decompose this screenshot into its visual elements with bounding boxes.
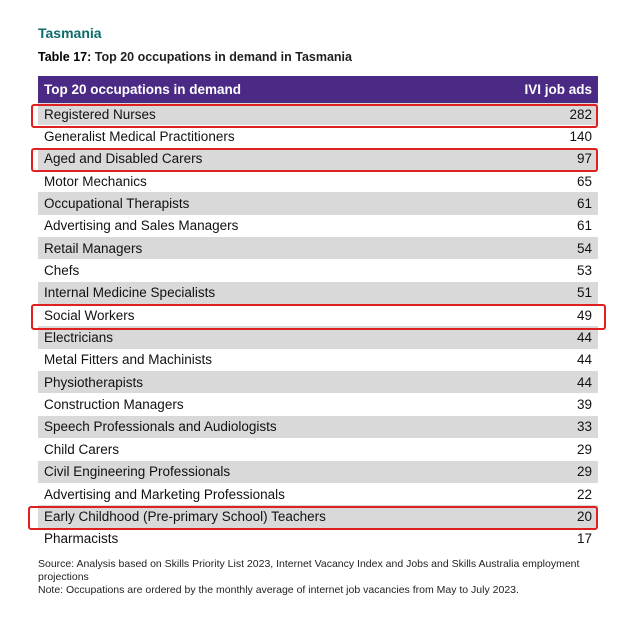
occupation-name: Advertising and Marketing Professionals bbox=[44, 486, 285, 502]
highlight-box bbox=[31, 304, 606, 330]
table-row bbox=[38, 170, 598, 192]
table-row bbox=[38, 192, 598, 214]
job-ads-value: 282 bbox=[569, 106, 592, 122]
job-ads-value: 61 bbox=[576, 196, 592, 212]
table-notes bbox=[38, 558, 613, 597]
job-ads-value: 49 bbox=[576, 307, 592, 323]
occupation-name: Registered Nurses bbox=[44, 106, 156, 122]
job-ads-value: 22 bbox=[576, 486, 592, 502]
job-ads-value: 44 bbox=[576, 374, 592, 390]
table-row bbox=[38, 282, 598, 304]
occupation-name: Civil Engineering Professionals bbox=[44, 464, 231, 480]
job-ads-value: 54 bbox=[576, 240, 592, 256]
occupation-name: Construction Managers bbox=[44, 397, 184, 413]
order-note: Note: Occupations are ordered by the monthly average of internet job vacancies from May to July 2023. bbox=[38, 584, 519, 596]
occupation-name: Metal Fitters and Machinists bbox=[44, 352, 213, 368]
occupation-name: Advertising and Sales Managers bbox=[44, 218, 239, 234]
occupation-name: Physiotherapists bbox=[44, 374, 144, 390]
occupation-name: Retail Managers bbox=[44, 240, 143, 256]
job-ads-value: 44 bbox=[576, 330, 592, 346]
caption-lead: Table 17: bbox=[38, 50, 92, 64]
source-note: Source: Analysis based on Skills Priority List 2023, Internet Vacancy Index and Jobs and Skills Australia employment projections bbox=[38, 558, 580, 583]
table-row bbox=[38, 483, 598, 505]
table-row bbox=[38, 528, 598, 550]
occupation-name: Speech Professionals and Audiologists bbox=[44, 419, 277, 435]
occupation-name: Occupational Therapists bbox=[44, 196, 190, 212]
highlight-box bbox=[31, 104, 598, 128]
occupation-name: Generalist Medical Practitioners bbox=[44, 129, 235, 145]
section-heading: Tasmania bbox=[38, 25, 102, 41]
job-ads-value: 33 bbox=[576, 419, 592, 435]
highlight-box bbox=[28, 506, 598, 530]
job-ads-value: 29 bbox=[576, 464, 592, 480]
occupation-name: Early Childhood (Pre-primary School) Teachers bbox=[44, 508, 326, 524]
occupation-name: Internal Medicine Specialists bbox=[44, 285, 216, 301]
job-ads-value: 53 bbox=[576, 263, 592, 279]
job-ads-value: 44 bbox=[576, 352, 592, 368]
occupation-name: Social Workers bbox=[44, 307, 135, 323]
table-row bbox=[38, 237, 598, 259]
highlight-box bbox=[31, 148, 598, 172]
occupation-name: Aged and Disabled Carers bbox=[44, 151, 203, 167]
table-row bbox=[38, 349, 598, 371]
occupation-name: Chefs bbox=[44, 263, 80, 279]
occupation-name: Electricians bbox=[44, 330, 114, 346]
job-ads-value: 140 bbox=[569, 129, 592, 145]
occupation-name: Motor Mechanics bbox=[44, 173, 147, 189]
job-ads-value: 39 bbox=[576, 397, 592, 413]
table-row bbox=[38, 416, 598, 438]
table-row bbox=[38, 461, 598, 483]
job-ads-value: 65 bbox=[576, 173, 592, 189]
occupation-name: Pharmacists bbox=[44, 531, 119, 547]
caption-title: Top 20 occupations in demand in Tasmania bbox=[94, 50, 352, 64]
job-ads-value: 29 bbox=[576, 441, 592, 457]
table-header bbox=[38, 76, 598, 103]
table-row bbox=[38, 215, 598, 237]
header-ads: IVI job ads bbox=[524, 82, 592, 97]
job-ads-value: 17 bbox=[576, 531, 592, 547]
occupation-name: Child Carers bbox=[44, 441, 120, 457]
job-ads-value: 61 bbox=[576, 218, 592, 234]
job-ads-value: 51 bbox=[576, 285, 592, 301]
table-row bbox=[38, 393, 598, 415]
job-ads-value: 97 bbox=[576, 151, 592, 167]
job-ads-value: 20 bbox=[576, 508, 592, 524]
table-row bbox=[38, 438, 598, 460]
table-row bbox=[38, 371, 598, 393]
table-row bbox=[38, 125, 598, 147]
table-row bbox=[38, 259, 598, 281]
table-caption bbox=[38, 50, 352, 64]
header-occupation: Top 20 occupations in demand bbox=[44, 82, 242, 97]
